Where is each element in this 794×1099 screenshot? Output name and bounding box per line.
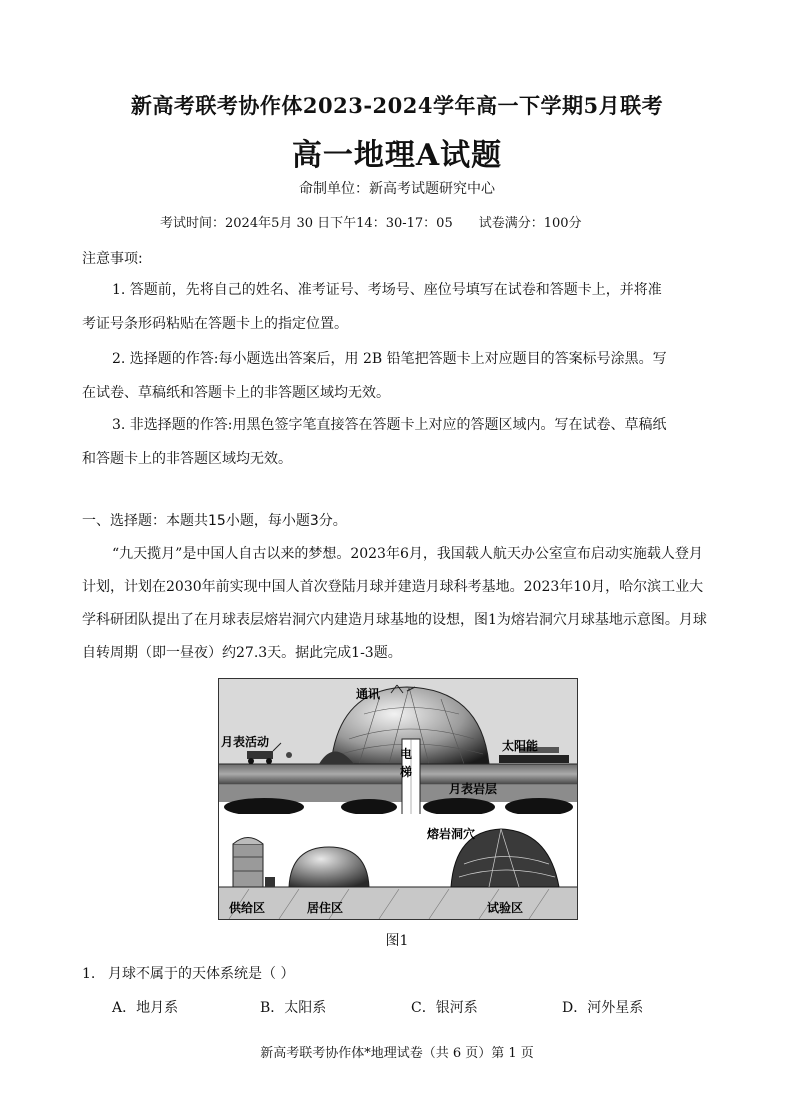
notice-item-2 <box>82 342 714 410</box>
label-lava-cave: 熔岩洞穴 <box>427 827 476 841</box>
section-heading: 一、选择题：本题共15小题，每小题3分。 <box>82 513 347 529</box>
label-elevator-char-1: 电 <box>400 747 413 761</box>
exam-series-title: 新高考联考协作体2023-2024学年高一下学期5月联考 <box>130 93 664 118</box>
lunar-base-diagram <box>219 679 577 919</box>
notice-item-3-line-2: 和答题卡上的非答题区域均无效。 <box>82 451 292 467</box>
figure-caption: 图1 <box>385 933 409 949</box>
cave-floor <box>219 887 577 919</box>
label-test-zone: 试验区 <box>487 901 524 915</box>
notice-item-1 <box>82 273 714 341</box>
exam-info-line <box>160 212 582 231</box>
notice-item-2-line-2: 在试卷、草稿纸和答题卡上的非答题区域均无效。 <box>82 385 390 401</box>
label-rock-layer: 月表岩层 <box>449 782 498 796</box>
label-surface-activity: 月表活动 <box>221 735 270 749</box>
notice-item-1-line-1: 1. 答题前，先将自己的姓名、准考证号、考场号、座位号填写在试卷和答题卡上，并将准 <box>112 282 662 298</box>
notice-item-3 <box>82 408 714 476</box>
option-b: B．太阳系 <box>260 1000 327 1016</box>
question-text: 月球不属于的天体系统是（ ） <box>108 966 295 982</box>
option-d: D．河外星系 <box>562 1000 644 1016</box>
question-number: 1. <box>82 966 96 982</box>
question-intro-paragraph: “九天揽月”是中国人自古以来的梦想。2023年6月，我国载人航天办公室宣布启动实施载人登月计划，计划在2030年前实现中国人首次登陆月球并建造月球科考基地。2023年10月，哈尔滨工业大学科研团队提出了在月球表层熔岩洞穴内建造月球基地的设想，图1为熔岩洞穴月球基地示意图。月球自转周期（即一昼夜）约27.3天。据此完成1-3题。 <box>82 546 707 661</box>
label-living-zone: 居住区 <box>307 901 344 915</box>
issuing-organization: 命制单位：新高考试题研究中心 <box>299 181 495 197</box>
full-score: 试卷满分：100分 <box>478 216 582 231</box>
label-elevator-char-2: 梯 <box>400 765 413 779</box>
page-footer: 新高考联考协作体*地理试卷（共 6 页）第 1 页 <box>260 1046 534 1061</box>
notice-item-2-line-1: 2. 选择题的作答:每小题选出答案后，用 2B 铅笔把答题卡上对应题目的答案标号涂黑。写 <box>112 351 667 367</box>
notice-item-3-line-1: 3. 非选择题的作答:用黑色签字笔直接答在答题卡上对应的答题区域内。写在试卷、草稿纸 <box>112 417 667 433</box>
label-solar-energy: 太阳能 <box>502 739 539 753</box>
exam-paper-title: 高一地理A试题 <box>291 138 503 173</box>
notice-item-1-line-2: 考证号条形码粘贴在答题卡上的指定位置。 <box>82 316 348 332</box>
cave-ceiling-shadow <box>224 798 304 816</box>
notice-heading: 注意事项: <box>82 251 143 267</box>
label-communication: 通讯 <box>356 687 381 701</box>
option-a: A．地月系 <box>112 1000 179 1016</box>
exam-time: 考试时间：2024年5月 30 日下午14：30-17：05 <box>160 216 453 231</box>
lunar-surface-band <box>219 764 577 784</box>
option-c: C．银河系 <box>411 1000 478 1016</box>
label-supply-zone: 供给区 <box>229 901 266 915</box>
question-1 <box>82 963 294 983</box>
lunar-base-figure <box>218 678 578 920</box>
